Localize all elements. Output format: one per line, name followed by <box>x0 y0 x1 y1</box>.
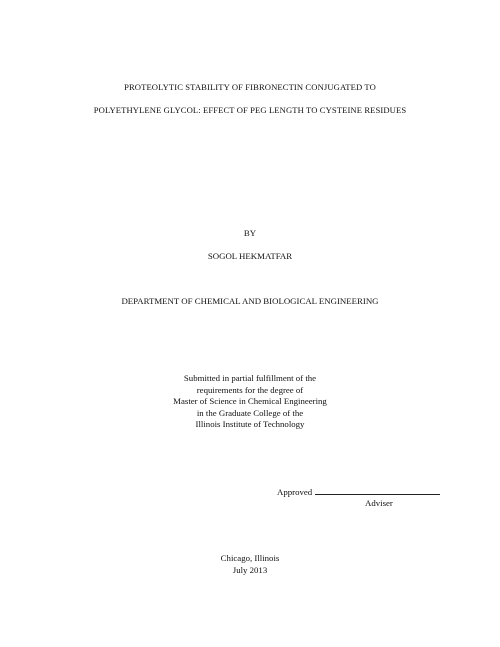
title-line-2: POLYETHYLENE GLYCOL: EFFECT OF PEG LENGTH TO CYSTEINE RESIDUES <box>93 105 407 115</box>
title-line-1: PROTEOLYTIC STABILITY OF FIBRONECTIN CONJUGATED TO <box>124 82 376 92</box>
submission-line: Illinois Institute of Technology <box>195 419 305 430</box>
footer-block <box>0 553 500 576</box>
submission-line: Submitted in partial fulfillment of the <box>183 373 317 383</box>
date-text: July 2013 <box>232 564 268 575</box>
place-text: Chicago, Illinois <box>220 553 280 563</box>
approved-label: Approved <box>277 487 313 497</box>
submission-line: in the Graduate College of the <box>196 407 304 418</box>
submission-line: requirements for the degree of <box>196 384 304 395</box>
adviser-label: Adviser <box>365 498 393 508</box>
approval-block <box>277 486 440 497</box>
author-name: SOGOL HEKMATFAR <box>207 251 293 261</box>
department-name: DEPARTMENT OF CHEMICAL AND BIOLOGICAL ENGINEERING <box>121 296 379 306</box>
submission-statement <box>0 373 500 431</box>
by-label: BY <box>243 228 257 238</box>
signature-line <box>315 486 440 495</box>
submission-line: Master of Science in Chemical Engineering <box>173 396 327 407</box>
